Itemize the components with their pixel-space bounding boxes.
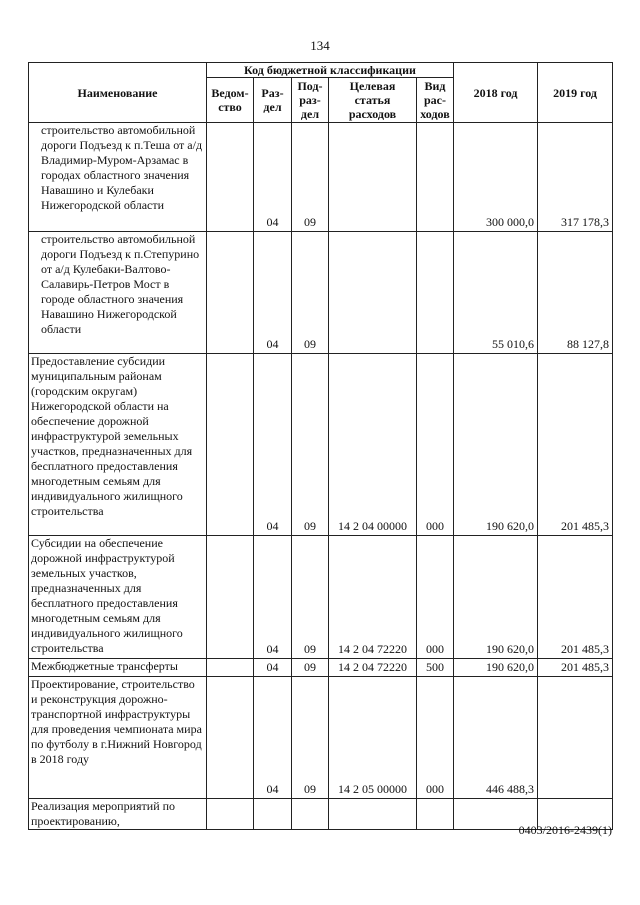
row-razdel: 04 xyxy=(254,123,292,232)
row-target-article: 14 2 04 00000 xyxy=(329,354,417,536)
table-row xyxy=(29,677,613,799)
header-2019: 2019 год xyxy=(538,63,613,123)
row-podrazdel: 09 xyxy=(292,536,329,659)
row-value-2019: 201 485,3 xyxy=(538,536,613,659)
row-value-2018: 300 000,0 xyxy=(454,123,538,232)
row-podrazdel: 09 xyxy=(292,659,329,677)
header-budget-code-group: Код бюджетной классификации xyxy=(207,63,454,78)
row-razdel: 04 xyxy=(254,659,292,677)
row-expense-type xyxy=(417,123,454,232)
row-vedomstvo xyxy=(207,354,254,536)
row-value-2018: 190 620,0 xyxy=(454,536,538,659)
header-2018: 2018 год xyxy=(454,63,538,123)
row-value-2019: 88 127,8 xyxy=(538,232,613,354)
row-value-2018: 190 620,0 xyxy=(454,659,538,677)
row-expense-type: 000 xyxy=(417,677,454,799)
row-razdel xyxy=(254,799,292,830)
header-expense-type: Вид рас-ходов xyxy=(417,78,454,123)
row-podrazdel xyxy=(292,799,329,830)
row-value-2018: 446 488,3 xyxy=(454,677,538,799)
row-name: Предоставление субсидии муниципальным районам (городским округам) Нижегородской области на обеспечение дорожной инфраструктурой земельных участков, предназначенных для бесплатного предоставления многодетным семьям для индивидуального жилищного строительства xyxy=(29,354,207,536)
row-expense-type: 000 xyxy=(417,354,454,536)
row-podrazdel: 09 xyxy=(292,123,329,232)
header-vedomstvo: Ведом-ство xyxy=(207,78,254,123)
row-value-2019: 317 178,3 xyxy=(538,123,613,232)
document-footer-code: 0403/2016-2439(1) xyxy=(518,823,612,837)
row-expense-type: 000 xyxy=(417,536,454,659)
table-row xyxy=(29,354,613,536)
row-target-article xyxy=(329,123,417,232)
row-podrazdel: 09 xyxy=(292,354,329,536)
row-vedomstvo xyxy=(207,799,254,830)
row-value-2019: 201 485,3 xyxy=(538,354,613,536)
row-vedomstvo xyxy=(207,123,254,232)
table-row xyxy=(29,123,613,232)
row-target-article: 14 2 04 72220 xyxy=(329,659,417,677)
header-razdel: Раз-дел xyxy=(254,78,292,123)
row-razdel: 04 xyxy=(254,677,292,799)
table-body xyxy=(29,123,613,830)
row-vedomstvo xyxy=(207,659,254,677)
row-razdel: 04 xyxy=(254,536,292,659)
table-row xyxy=(29,659,613,677)
row-razdel: 04 xyxy=(254,232,292,354)
page-number: 134 xyxy=(310,38,330,53)
row-name: Межбюджетные трансферты xyxy=(29,659,207,677)
row-value-2019 xyxy=(538,677,613,799)
table-header xyxy=(29,63,613,123)
row-value-2019: 201 485,3 xyxy=(538,659,613,677)
table-row xyxy=(29,232,613,354)
row-target-article: 14 2 04 72220 xyxy=(329,536,417,659)
row-podrazdel: 09 xyxy=(292,232,329,354)
row-razdel: 04 xyxy=(254,354,292,536)
row-vedomstvo xyxy=(207,232,254,354)
header-target-article: Целевая статья расходов xyxy=(329,78,417,123)
row-name: строительство автомобильной дороги Подъезд к п.Степурино от а/д Кулебаки-Валтово-Салавирь-Петров Мост в городе областного значения Навашино Нижегородской области xyxy=(29,232,207,354)
header-name: Наименование xyxy=(29,63,207,123)
row-podrazdel: 09 xyxy=(292,677,329,799)
row-target-article: 14 2 05 00000 xyxy=(329,677,417,799)
row-name: Субсидии на обеспечение дорожной инфраструктурой земельных участков, предназначенных для бесплатного предоставления многодетным семьям для индивидуального жилищного строительства xyxy=(29,536,207,659)
row-value-2018: 55 010,6 xyxy=(454,232,538,354)
row-expense-type: 500 xyxy=(417,659,454,677)
row-vedomstvo xyxy=(207,536,254,659)
header-podrazdel: Под-раз-дел xyxy=(292,78,329,123)
row-value-2018: 190 620,0 xyxy=(454,354,538,536)
row-name: Проектирование, строительство и реконструкция дорожно-транспортной инфраструктуры для проведения чемпионата мира по футболу в г.Нижний Новгород в 2018 году xyxy=(29,677,207,799)
row-name: Реализация мероприятий по проектированию, xyxy=(29,799,207,830)
row-target-article xyxy=(329,799,417,830)
row-name: строительство автомобильной дороги Подъезд к п.Теша от а/д Владимир-Муром-Арзамас в городах областного значения Навашино и Кулебаки Нижегородской области xyxy=(29,123,207,232)
row-vedomstvo xyxy=(207,677,254,799)
row-target-article xyxy=(329,232,417,354)
row-expense-type xyxy=(417,232,454,354)
budget-table xyxy=(28,62,613,830)
row-expense-type xyxy=(417,799,454,830)
table-row xyxy=(29,536,613,659)
